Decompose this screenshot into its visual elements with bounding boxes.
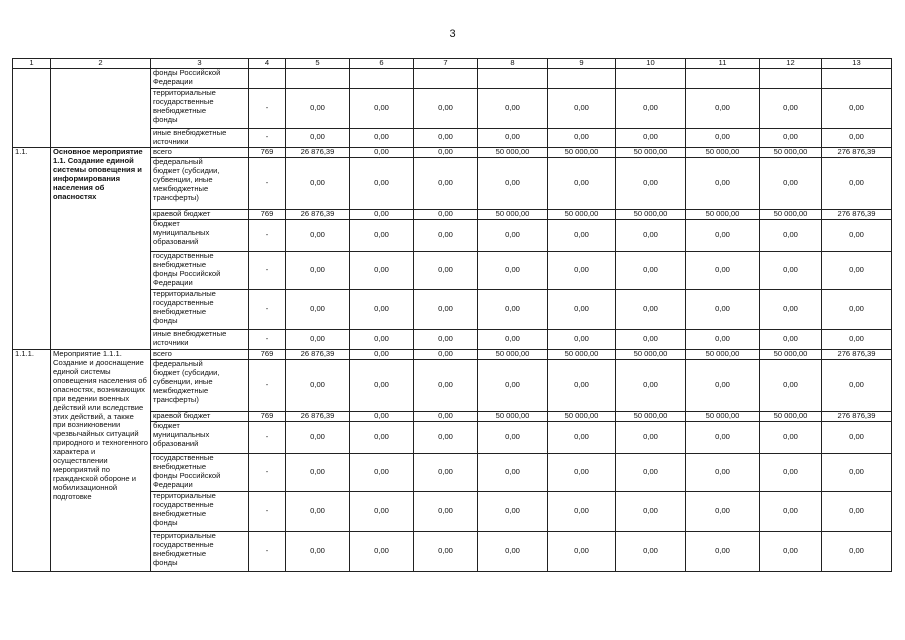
value-cell: 0,00 [822,453,892,491]
value-cell: 50 000,00 [616,147,686,157]
value-cell: 0,00 [286,359,350,411]
value-cell: 0,00 [414,128,478,147]
value-cell: 0,00 [478,453,548,491]
funding-source: федеральный бюджет (субсидии, субвенции, иные межбюджетные трансферты) [151,157,249,209]
value-cell: 0,00 [822,329,892,349]
value-cell [822,68,892,88]
value-cell [548,68,616,88]
column-number-7: 7 [414,59,478,69]
value-cell: 0,00 [478,128,548,147]
value-cell: 0,00 [548,329,616,349]
code-cell: - [249,359,286,411]
value-cell [350,68,414,88]
code-cell: 769 [249,411,286,421]
value-cell: 0,00 [414,289,478,329]
value-cell: 26 876,39 [286,209,350,219]
value-cell: 50 000,00 [686,411,760,421]
value-cell: 276 876,39 [822,411,892,421]
row-number: 1.1.1. [13,349,51,571]
value-cell: 0,00 [616,219,686,251]
value-cell: 50 000,00 [548,411,616,421]
value-cell: 0,00 [414,251,478,289]
value-cell: 0,00 [686,289,760,329]
value-cell: 50 000,00 [760,411,822,421]
value-cell: 0,00 [548,251,616,289]
value-cell: 0,00 [478,329,548,349]
funding-source: всего [151,147,249,157]
value-cell: 0,00 [616,289,686,329]
value-cell: 0,00 [548,88,616,128]
value-cell [760,68,822,88]
value-cell: 0,00 [286,453,350,491]
funding-source: территориальные государственные внебюджетные фонды [151,491,249,531]
code-cell: 769 [249,147,286,157]
value-cell: 0,00 [616,157,686,209]
value-cell: 0,00 [548,157,616,209]
table-row [13,68,892,88]
value-cell: 0,00 [414,209,478,219]
value-cell [414,68,478,88]
value-cell: 0,00 [616,251,686,289]
value-cell: 0,00 [414,147,478,157]
value-cell: 0,00 [760,329,822,349]
header-row [13,59,892,69]
value-cell: 0,00 [414,411,478,421]
value-cell: 0,00 [760,289,822,329]
funding-source: бюджет муниципальных образований [151,219,249,251]
value-cell: 0,00 [350,88,414,128]
funding-source: бюджет муниципальных образований [151,421,249,453]
value-cell: 50 000,00 [478,147,548,157]
value-cell [478,68,548,88]
value-cell: 0,00 [822,128,892,147]
value-cell: 0,00 [822,219,892,251]
value-cell: 0,00 [414,329,478,349]
code-cell: 769 [249,349,286,359]
value-cell: 276 876,39 [822,349,892,359]
value-cell [686,68,760,88]
value-cell: 0,00 [548,421,616,453]
table-row [13,147,892,157]
value-cell: 50 000,00 [548,209,616,219]
value-cell: 0,00 [548,289,616,329]
value-cell: 0,00 [478,491,548,531]
value-cell: 0,00 [548,219,616,251]
value-cell: 0,00 [350,128,414,147]
value-cell: 0,00 [760,128,822,147]
value-cell: 0,00 [478,88,548,128]
value-cell: 0,00 [478,219,548,251]
value-cell: 0,00 [760,531,822,571]
value-cell: 0,00 [616,453,686,491]
value-cell: 0,00 [350,411,414,421]
value-cell: 0,00 [822,421,892,453]
value-cell: 0,00 [350,329,414,349]
code-cell: - [249,421,286,453]
value-cell: 0,00 [350,531,414,571]
column-number-12: 12 [760,59,822,69]
value-cell: 0,00 [760,157,822,209]
value-cell: 0,00 [616,88,686,128]
value-cell: 0,00 [686,88,760,128]
code-cell: - [249,491,286,531]
value-cell: 276 876,39 [822,147,892,157]
value-cell: 0,00 [286,128,350,147]
value-cell: 0,00 [616,329,686,349]
value-cell: 0,00 [286,88,350,128]
funding-source: всего [151,349,249,359]
value-cell: 0,00 [350,219,414,251]
value-cell: 0,00 [616,128,686,147]
value-cell: 0,00 [760,251,822,289]
value-cell: 0,00 [822,359,892,411]
value-cell: 0,00 [548,453,616,491]
value-cell: 0,00 [760,219,822,251]
value-cell: 0,00 [478,531,548,571]
column-number-9: 9 [548,59,616,69]
funding-source: федеральный бюджет (субсидии, субвенции, иные межбюджетные трансферты) [151,359,249,411]
value-cell: 0,00 [686,453,760,491]
value-cell [286,68,350,88]
value-cell: 0,00 [760,491,822,531]
column-number-13: 13 [822,59,892,69]
budget-table [12,58,892,572]
code-cell: - [249,531,286,571]
column-number-1: 1 [13,59,51,69]
value-cell: 0,00 [414,531,478,571]
value-cell: 0,00 [350,209,414,219]
value-cell: 0,00 [350,147,414,157]
value-cell: 0,00 [616,491,686,531]
value-cell: 0,00 [414,491,478,531]
value-cell: 50 000,00 [616,209,686,219]
value-cell: 50 000,00 [478,349,548,359]
value-cell: 0,00 [478,157,548,209]
value-cell: 50 000,00 [686,349,760,359]
value-cell: 50 000,00 [478,411,548,421]
code-cell: - [249,88,286,128]
measure-name-cell [51,68,151,147]
funding-source: краевой бюджет [151,209,249,219]
value-cell: 0,00 [686,251,760,289]
value-cell: 0,00 [286,251,350,289]
column-number-10: 10 [616,59,686,69]
value-cell: 0,00 [414,359,478,411]
value-cell: 0,00 [822,88,892,128]
value-cell: 50 000,00 [686,147,760,157]
value-cell: 0,00 [616,359,686,411]
value-cell: 0,00 [548,359,616,411]
row-number-cell [13,68,51,147]
value-cell: 0,00 [286,531,350,571]
value-cell: 0,00 [350,421,414,453]
value-cell: 50 000,00 [548,147,616,157]
value-cell: 0,00 [686,359,760,411]
value-cell: 0,00 [286,219,350,251]
funding-source: иные внебюджетные источники [151,329,249,349]
value-cell: 0,00 [350,157,414,209]
funding-source: государственные внебюджетные фонды Российской Федерации [151,251,249,289]
value-cell: 0,00 [414,453,478,491]
value-cell: 0,00 [686,219,760,251]
value-cell: 0,00 [548,491,616,531]
value-cell: 0,00 [286,157,350,209]
value-cell: 0,00 [822,251,892,289]
column-number-2: 2 [51,59,151,69]
value-cell: 0,00 [414,219,478,251]
code-cell: - [249,329,286,349]
funding-source: государственные внебюджетные фонды Российской Федерации [151,453,249,491]
value-cell: 26 876,39 [286,147,350,157]
value-cell: 0,00 [286,329,350,349]
funding-source: краевой бюджет [151,411,249,421]
value-cell: 50 000,00 [616,349,686,359]
code-cell: - [249,219,286,251]
column-number-6: 6 [350,59,414,69]
column-number-8: 8 [478,59,548,69]
value-cell: 0,00 [286,491,350,531]
value-cell: 0,00 [478,251,548,289]
value-cell: 0,00 [350,349,414,359]
value-cell: 0,00 [686,329,760,349]
value-cell: 0,00 [286,421,350,453]
funding-source: территориальные государственные внебюджетные фонды [151,531,249,571]
value-cell: 0,00 [686,491,760,531]
value-cell: 0,00 [350,453,414,491]
value-cell: 50 000,00 [760,209,822,219]
value-cell: 50 000,00 [548,349,616,359]
value-cell: 26 876,39 [286,349,350,359]
value-cell: 276 876,39 [822,209,892,219]
value-cell [616,68,686,88]
value-cell: 0,00 [350,289,414,329]
value-cell: 50 000,00 [686,209,760,219]
column-number-11: 11 [686,59,760,69]
value-cell: 50 000,00 [760,147,822,157]
value-cell: 26 876,39 [286,411,350,421]
column-number-4: 4 [249,59,286,69]
measure-name: Мероприятие 1.1.1. Создание и дооснащение единой системы оповещения населения об опасностях, возникающих при ведении военных действий или вследствие этих действий, а также при возникновении чрезвычайных ситуаций природного и техногенного характера и осуществлении мероприятий по гражданской обороне и мобилизационной подготовке [51,349,151,571]
value-cell: 0,00 [350,491,414,531]
code-cell [249,68,286,88]
value-cell: 0,00 [760,453,822,491]
code-cell: - [249,157,286,209]
column-number-5: 5 [286,59,350,69]
code-cell: 769 [249,209,286,219]
code-cell: - [249,128,286,147]
value-cell: 0,00 [760,88,822,128]
value-cell: 0,00 [822,531,892,571]
code-cell: - [249,453,286,491]
value-cell: 0,00 [686,421,760,453]
value-cell: 0,00 [350,359,414,411]
value-cell: 0,00 [548,531,616,571]
value-cell: 0,00 [478,421,548,453]
value-cell: 0,00 [414,88,478,128]
value-cell: 0,00 [686,531,760,571]
code-cell: - [249,251,286,289]
value-cell: 50 000,00 [478,209,548,219]
funding-source: фонды Российской Федерации [151,68,249,88]
value-cell: 0,00 [686,128,760,147]
value-cell: 0,00 [286,289,350,329]
funding-source: территориальные государственные внебюджетные фонды [151,88,249,128]
funding-source: иные внебюджетные источники [151,128,249,147]
value-cell: 0,00 [414,157,478,209]
value-cell: 0,00 [350,251,414,289]
value-cell: 0,00 [478,289,548,329]
value-cell: 0,00 [616,531,686,571]
table-row [13,349,892,359]
value-cell: 0,00 [414,349,478,359]
value-cell: 0,00 [548,128,616,147]
value-cell: 0,00 [760,359,822,411]
value-cell: 0,00 [616,421,686,453]
value-cell: 0,00 [822,491,892,531]
column-number-3: 3 [151,59,249,69]
value-cell: 50 000,00 [616,411,686,421]
value-cell: 0,00 [686,157,760,209]
value-cell: 50 000,00 [760,349,822,359]
value-cell: 0,00 [478,359,548,411]
funding-source: территориальные государственные внебюджетные фонды [151,289,249,329]
code-cell: - [249,289,286,329]
value-cell: 0,00 [822,289,892,329]
row-number: 1.1. [13,147,51,349]
value-cell: 0,00 [414,421,478,453]
value-cell: 0,00 [822,157,892,209]
measure-name: Основное мероприятие 1.1. Создание единой системы оповещения и информирования населения об опасностях [51,147,151,349]
value-cell: 0,00 [760,421,822,453]
page-number: 3 [449,28,456,40]
